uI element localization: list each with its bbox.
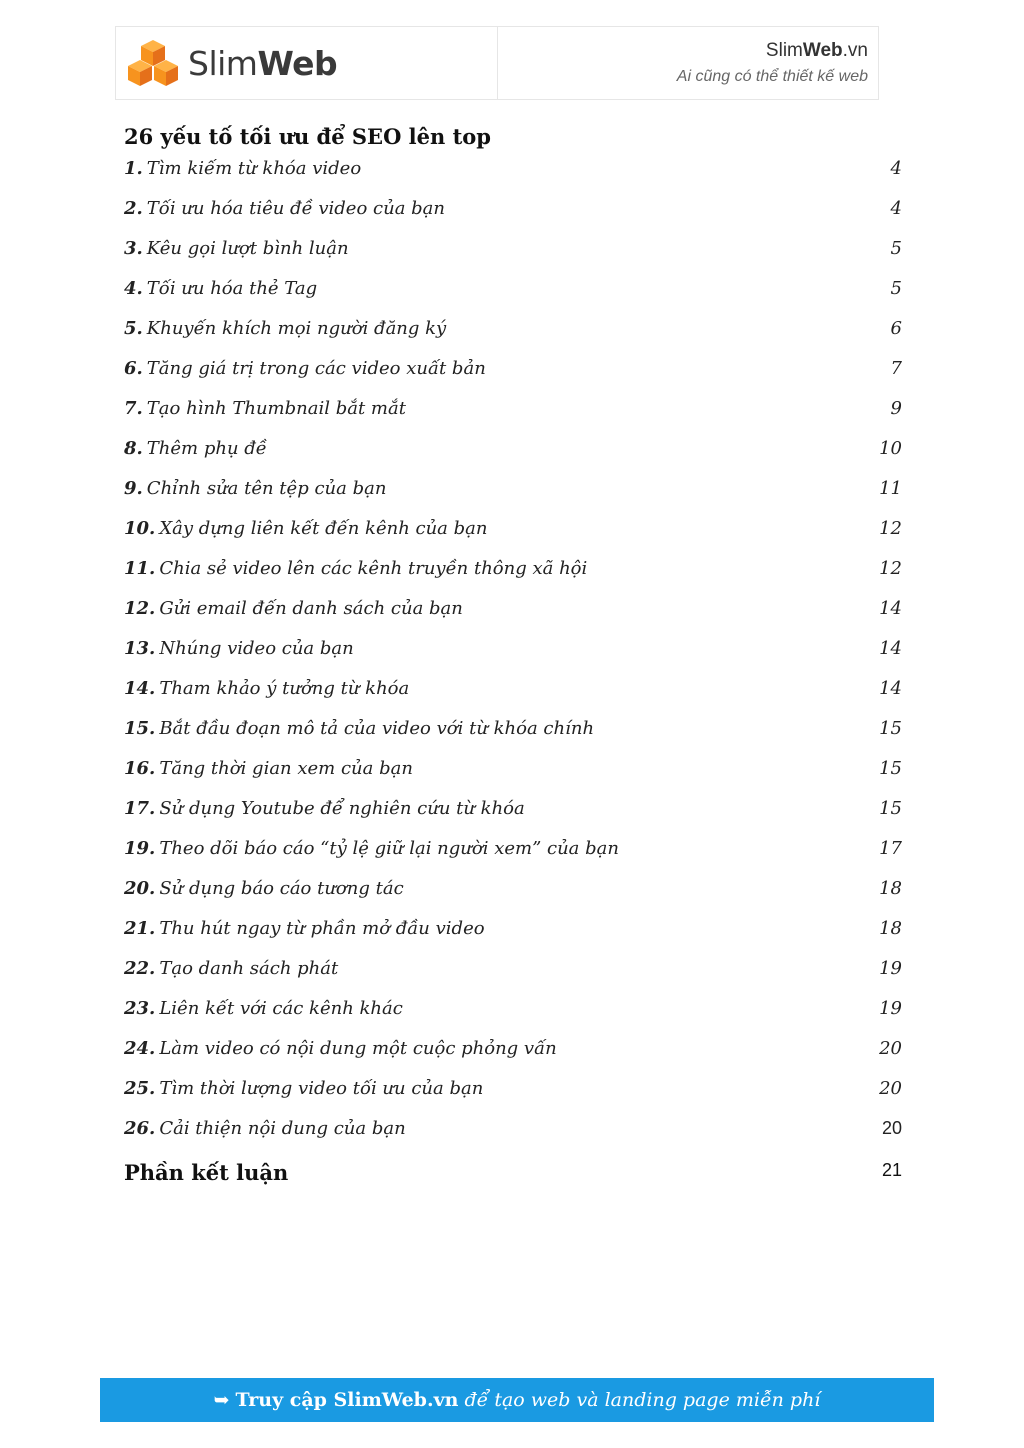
toc-entry[interactable] <box>124 278 902 318</box>
toc-entry-number: 4. <box>124 278 143 299</box>
toc-entry-title <box>124 398 406 419</box>
toc-entry-text: Sử dụng Youtube để nghiên cứu từ khóa <box>159 798 525 819</box>
toc-entry-page-number: 14 <box>879 638 902 659</box>
toc-entry-title <box>124 238 349 259</box>
toc-entry[interactable] <box>124 838 902 878</box>
toc-entry-page-number: 18 <box>879 918 902 939</box>
toc-entry-title <box>124 678 409 699</box>
toc-entry-title <box>124 318 446 339</box>
toc-entry-text: Kêu gọi lượt bình luận <box>146 238 349 259</box>
toc-entry-number: 23. <box>124 998 156 1019</box>
toc-entry-text: Làm video có nội dung một cuộc phỏng vấn <box>159 1038 557 1059</box>
toc-list <box>124 158 902 1158</box>
toc-entry-number: 9. <box>124 478 143 499</box>
toc-entry-number: 10. <box>124 518 156 539</box>
toc-entry[interactable] <box>124 918 902 958</box>
toc-entry-title <box>124 198 445 219</box>
toc-entry[interactable] <box>124 878 902 918</box>
toc-entry-text: Nhúng video của bạn <box>159 638 354 659</box>
header-brand-cell <box>498 27 878 99</box>
toc-entry[interactable] <box>124 1038 902 1078</box>
toc-entry-text: Tối ưu hóa thẻ Tag <box>146 278 318 299</box>
toc-entry-text: Tạo danh sách phát <box>159 958 339 979</box>
header-logo-cell <box>116 27 498 99</box>
toc-entry-number: 22. <box>124 958 156 979</box>
toc-entry-title <box>124 478 386 499</box>
toc-entry-page-number: 18 <box>879 878 902 899</box>
toc-entry-title <box>124 438 267 459</box>
brand-tagline: Ai cũng có thể thiết kế web <box>676 68 868 85</box>
toc-entry[interactable] <box>124 958 902 998</box>
toc-entry-number: 19. <box>124 838 156 859</box>
toc-entry-page-number: 10 <box>879 438 902 459</box>
toc-entry-number: 8. <box>124 438 143 459</box>
toc-entry-page-number: 14 <box>879 598 902 619</box>
toc-entry-title <box>124 958 338 979</box>
toc-entry-page-number: 15 <box>879 718 902 739</box>
toc-entry-title <box>124 598 463 619</box>
toc-entry[interactable] <box>124 1118 902 1158</box>
toc-entry-title <box>124 638 354 659</box>
toc-entry[interactable] <box>124 598 902 638</box>
toc-entry-number: 7. <box>124 398 143 419</box>
toc-entry-title <box>124 158 361 179</box>
toc-entry[interactable] <box>124 558 902 598</box>
toc-entry-text: Tối ưu hóa tiêu đề video của bạn <box>146 198 445 219</box>
toc-entry-page-number: 9 <box>890 398 902 419</box>
toc-entry-number: 24. <box>124 1038 156 1059</box>
toc-entry-number: 21. <box>124 918 156 939</box>
toc-entry-page-number: 19 <box>879 958 902 979</box>
toc-entry-page-number: 5 <box>890 278 902 299</box>
toc-entry[interactable] <box>124 478 902 518</box>
toc-entry-page-number: 14 <box>879 678 902 699</box>
toc-entry-title <box>124 758 413 779</box>
toc-entry-number: 11. <box>124 558 156 579</box>
toc-entry-title <box>124 1038 557 1059</box>
toc-entry-text: Tham khảo ý tưởng từ khóa <box>159 678 410 699</box>
toc-entry-page-number: 15 <box>879 758 902 779</box>
footer-bold-text: Truy cập SlimWeb.vn <box>235 1389 459 1411</box>
toc-entry[interactable] <box>124 158 902 198</box>
toc-entry-number: 12. <box>124 598 156 619</box>
toc-entry-page-number: 20 <box>879 1038 902 1059</box>
toc-entry-page-number: 6 <box>890 318 902 339</box>
toc-entry[interactable] <box>124 638 902 678</box>
toc-entry-title <box>124 1118 406 1139</box>
toc-entry-page-number: 20 <box>881 1118 902 1138</box>
toc-entry-text: Cải thiện nội dung của bạn <box>159 1118 406 1139</box>
toc-entry-number: 20. <box>124 878 156 899</box>
toc-entry-text: Bắt đầu đoạn mô tả của video với từ khóa chính <box>159 718 595 739</box>
toc-entry-page-number: 12 <box>879 558 902 579</box>
toc-entry-text: Thêm phụ đề <box>146 438 267 459</box>
toc-entry-number: 3. <box>124 238 143 259</box>
toc-entry-page-number: 12 <box>879 518 902 539</box>
toc-entry-title <box>124 878 404 899</box>
toc-entry-title <box>124 918 485 939</box>
toc-entry-page-number: 7 <box>890 358 902 379</box>
toc-entry-title <box>124 278 317 299</box>
toc-entry-text: Tạo hình Thumbnail bắt mắt <box>146 398 406 419</box>
toc-title: 26 yếu tố tối ưu để SEO lên top <box>124 124 491 149</box>
toc-entry-title <box>124 998 403 1019</box>
toc-entry-text: Thu hút ngay từ phần mở đầu video <box>159 918 485 939</box>
toc-entry-text: Tăng giá trị trong các video xuất bản <box>146 358 486 379</box>
toc-entry-title <box>124 358 486 379</box>
toc-entry-page-number: 19 <box>879 998 902 1019</box>
toc-entry-number: 25. <box>124 1078 156 1099</box>
toc-entry[interactable] <box>124 718 902 758</box>
toc-entry-number: 5. <box>124 318 143 339</box>
toc-entry-text: Xây dựng liên kết đến kênh của bạn <box>159 518 488 539</box>
toc-entry-number: 1. <box>124 158 143 179</box>
toc-entry[interactable] <box>124 398 902 438</box>
toc-entry-text: Tăng thời gian xem của bạn <box>159 758 413 779</box>
toc-entry-number: 6. <box>124 358 143 379</box>
toc-entry-text: Chia sẻ video lên các kênh truyền thông xã hội <box>159 558 588 579</box>
arrow-icon: ➥ <box>213 1389 230 1411</box>
toc-entry-title <box>124 518 488 539</box>
toc-entry-text: Gửi email đến danh sách của bạn <box>159 598 463 619</box>
toc-entry[interactable] <box>124 318 902 358</box>
toc-entry-page-number: 5 <box>890 238 902 259</box>
toc-entry-title <box>124 718 594 739</box>
toc-entry[interactable] <box>124 358 902 398</box>
conclusion-label: Phần kết luận <box>124 1160 289 1185</box>
toc-entry-number: 17. <box>124 798 156 819</box>
toc-entry-page-number: 4 <box>890 158 902 179</box>
toc-entry-title <box>124 558 587 579</box>
toc-entry-page-number: 4 <box>890 198 902 219</box>
toc-entry-title <box>124 1078 483 1099</box>
toc-entry[interactable] <box>124 678 902 718</box>
toc-entry-text: Tìm kiếm từ khóa video <box>146 158 362 179</box>
toc-entry-text: Liên kết với các kênh khác <box>159 998 403 1019</box>
toc-entry[interactable] <box>124 438 902 478</box>
toc-entry-text: Khuyến khích mọi người đăng ký <box>146 318 447 339</box>
toc-conclusion-entry[interactable] <box>124 1160 902 1185</box>
toc-entry-text: Sử dụng báo cáo tương tác <box>159 878 404 899</box>
footer-banner[interactable] <box>100 1378 934 1422</box>
toc-entry-page-number: 11 <box>879 478 902 499</box>
conclusion-page-number: 21 <box>881 1160 902 1180</box>
toc-entry-page-number: 20 <box>879 1078 902 1099</box>
toc-entry-number: 13. <box>124 638 156 659</box>
toc-entry[interactable] <box>124 238 902 278</box>
cubes-logo-icon <box>124 38 182 88</box>
toc-entry[interactable] <box>124 798 902 838</box>
toc-entry[interactable] <box>124 998 902 1038</box>
toc-entry[interactable] <box>124 758 902 798</box>
toc-entry-number: 26. <box>124 1118 156 1139</box>
toc-entry[interactable] <box>124 518 902 558</box>
toc-entry-text: Tìm thời lượng video tối ưu của bạn <box>159 1078 484 1099</box>
logo-wordmark: SlimWeb <box>188 43 338 83</box>
page-header <box>115 26 879 100</box>
toc-entry[interactable] <box>124 198 902 238</box>
toc-entry-number: 16. <box>124 758 156 779</box>
toc-entry-text: Theo dõi báo cáo “tỷ lệ giữ lại người xem” của bạn <box>159 838 619 859</box>
toc-entry-page-number: 17 <box>879 838 902 859</box>
toc-entry-number: 2. <box>124 198 143 219</box>
toc-entry-title <box>124 798 525 819</box>
toc-entry-number: 15. <box>124 718 156 739</box>
toc-entry[interactable] <box>124 1078 902 1118</box>
toc-entry-page-number: 15 <box>879 798 902 819</box>
footer-italic-text: để tạo web và landing page miễn phí <box>464 1389 821 1411</box>
brand-name: SlimWeb.vn <box>765 40 868 61</box>
toc-entry-title <box>124 838 619 859</box>
toc-entry-text: Chỉnh sửa tên tệp của bạn <box>146 478 387 499</box>
toc-entry-number: 14. <box>124 678 156 699</box>
